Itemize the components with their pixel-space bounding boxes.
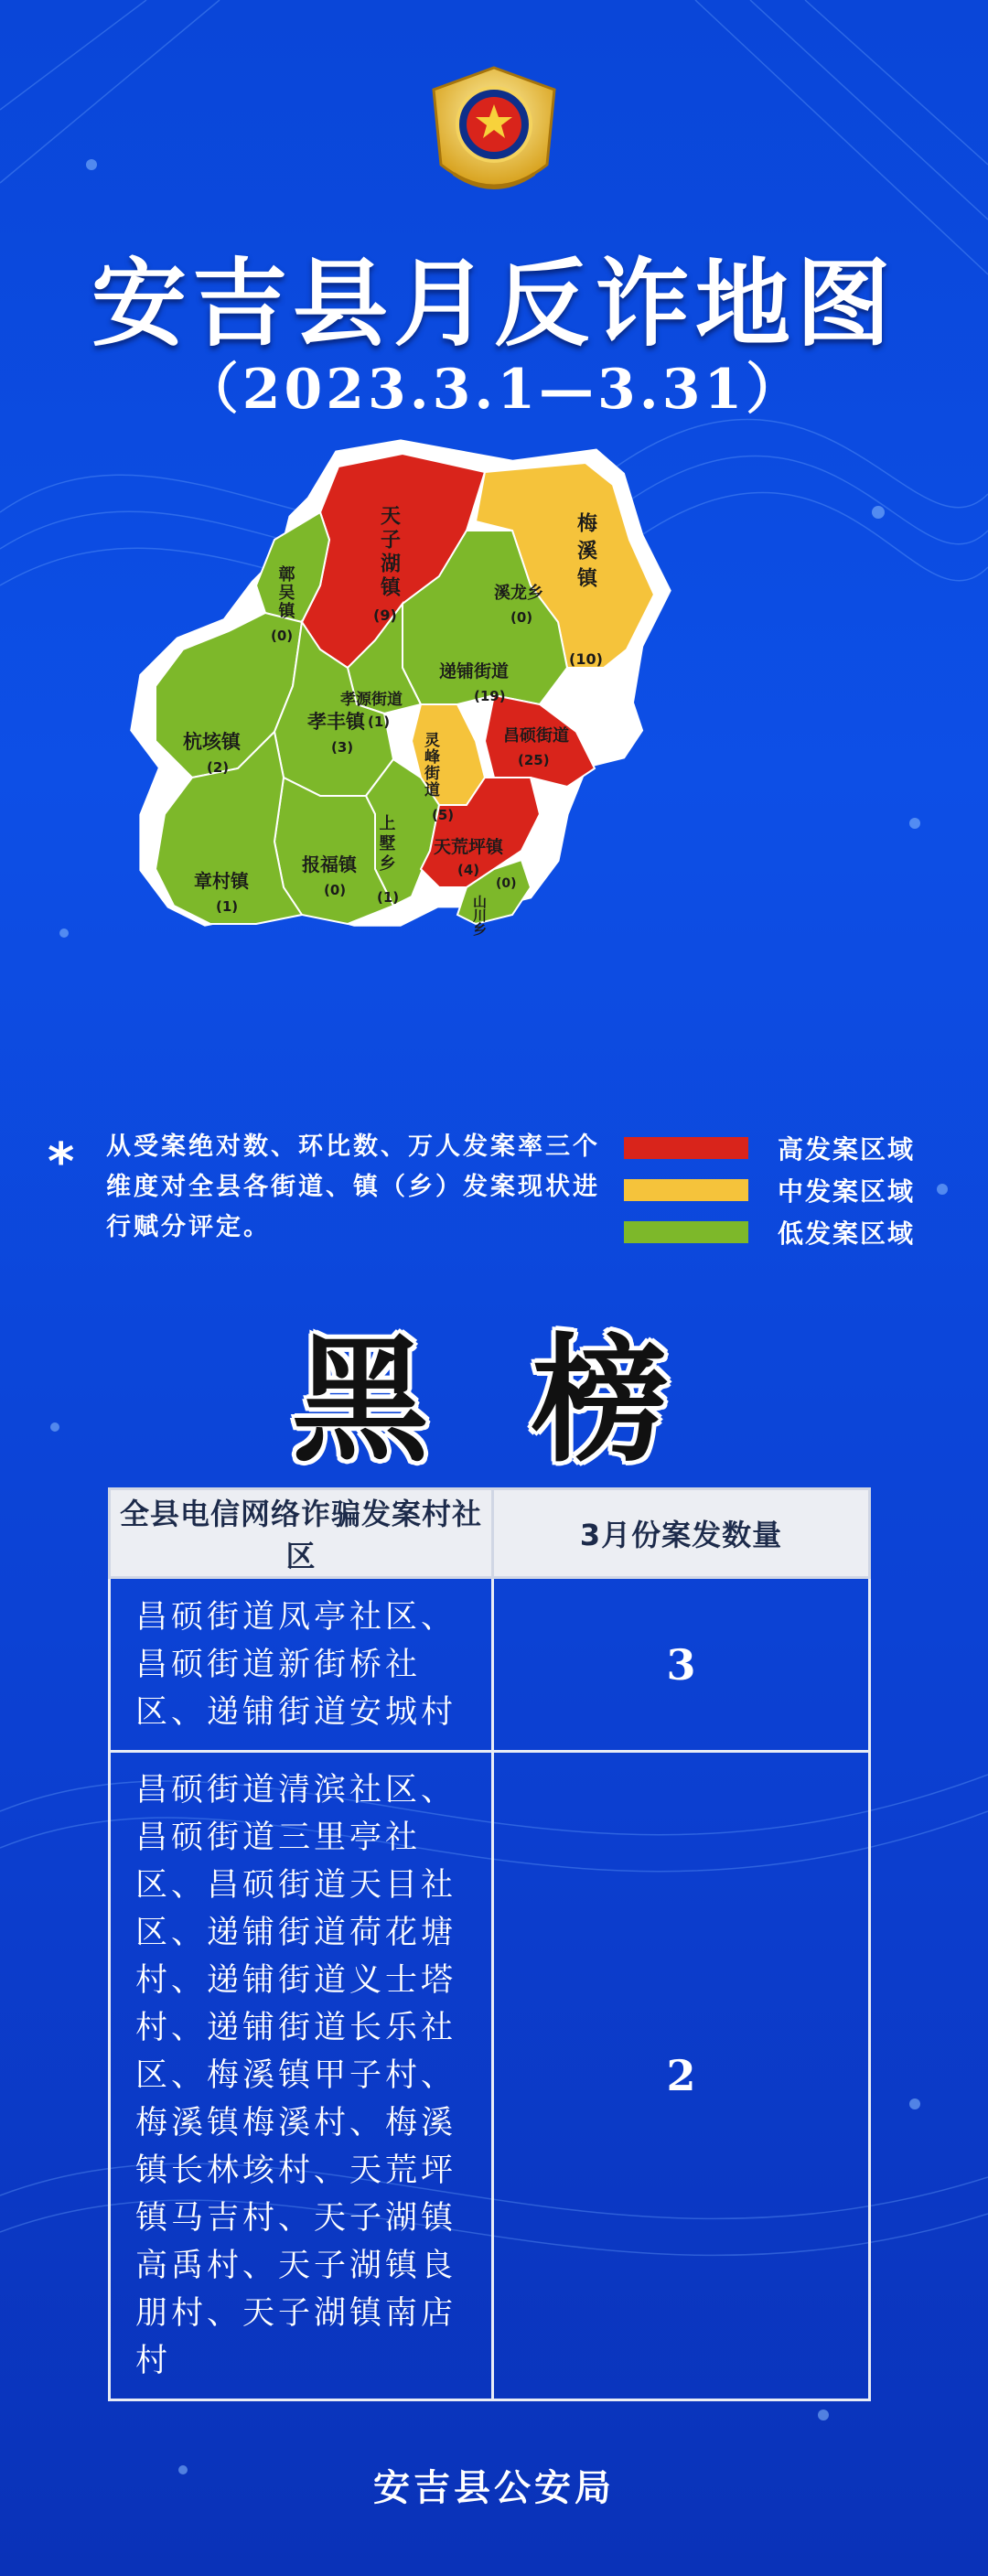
blacklist-title: 黑 榜 (291, 1322, 697, 1481)
region-meixi-label: 梅溪镇 (574, 512, 597, 595)
header-case-count: 3月份案发数量 (493, 1489, 870, 1578)
table-row (110, 1578, 870, 1752)
anji-county-fraud-map (128, 430, 878, 1107)
region-xiaoyuan-count: (1) (368, 714, 391, 730)
region-lingfeng-label: 灵峰街道 (421, 732, 439, 798)
legend-label-high: 高发案区域 (778, 1134, 916, 1165)
region-hanggai-count: (2) (207, 759, 230, 776)
region-xiaoyuan-label: 孝源街道 (340, 691, 403, 709)
region-hanggai-label: 杭垓镇 (183, 731, 241, 753)
region-zhangcun-count: (1) (216, 898, 239, 915)
communities-cell (110, 1752, 493, 2400)
legend-swatch-low (624, 1221, 748, 1243)
page-title: 安吉县月反诈地图 (91, 248, 897, 360)
region-xiaofeng-label: 孝丰镇 (307, 711, 365, 733)
region-changshuo-count: (25) (518, 752, 550, 768)
legend-item-medium (624, 1169, 972, 1211)
date-range: （2023.3.1—3.31） (183, 358, 805, 422)
region-changshuo-label: 昌硕街道 (503, 726, 569, 746)
map-legend (624, 1127, 972, 1253)
region-shanchuan-label: 山川乡 (471, 895, 488, 936)
communities-text: 昌硕街道凤亭社区、昌硕街道新街桥社区、递铺街道安城村 (135, 1598, 457, 1731)
region-lingfeng-count: (5) (432, 807, 455, 823)
table-header-row (110, 1489, 870, 1578)
police-emblem-icon (426, 64, 562, 210)
legend-item-low (624, 1211, 972, 1253)
legend-label-medium: 中发案区域 (778, 1176, 916, 1207)
legend-item-high (624, 1127, 972, 1169)
region-zhangcun-label: 章村镇 (194, 870, 249, 892)
communities-cell (110, 1578, 493, 1752)
legend-label-low: 低发案区域 (778, 1218, 916, 1249)
region-baofu-label: 报福镇 (302, 853, 357, 875)
region-tianhuangping-label: 天荒坪镇 (434, 837, 504, 857)
region-zhangwu-label: 鄣吴镇 (275, 565, 295, 620)
case-count-cell: 3 (493, 1578, 870, 1752)
region-shangshu-label: 上墅乡 (376, 814, 396, 875)
region-baofu-count: (0) (324, 882, 347, 898)
region-dipu-label: 递铺街道 (439, 661, 510, 682)
communities-text: 昌硕街道清滨社区、昌硕街道三里亭社区、昌硕街道天目社区、递铺街道荷花塘村、递铺街道义士塔村、递铺街道长乐社区、梅溪镇甲子村、梅溪镇梅溪村、梅溪镇长林垓村、天荒坪镇马吉村、天子湖镇高禹村、天子湖镇良朋村、天子湖镇南店村 (135, 1772, 457, 2379)
blacklist-table (108, 1487, 871, 2401)
region-xilong-label: 溪龙乡 (494, 584, 543, 603)
scoring-note: 从受案绝对数、环比数、万人发案率三个维度对全县各街道、镇（乡）发案现状进行赋分评定。 (106, 1132, 600, 1241)
region-zhangwu-count: (0) (271, 628, 294, 644)
region-dipu-count: (19) (474, 688, 506, 704)
case-count-cell: 2 (493, 1752, 870, 2400)
note-asterisk: * (48, 1132, 75, 1192)
region-tianzihu-count: (9) (373, 606, 397, 624)
region-shangshu-count: (1) (377, 889, 400, 906)
table-row (110, 1752, 870, 2400)
region-meixi-count: (10) (569, 650, 603, 668)
issuer-footer: 安吉县公安局 (373, 2467, 615, 2509)
legend-swatch-medium (624, 1179, 748, 1201)
legend-swatch-high (624, 1137, 748, 1159)
header-communities: 全县电信网络诈骗发案村社区 (110, 1489, 493, 1578)
region-xilong-count: (0) (510, 609, 533, 626)
region-tianzihu-label: 天子湖镇 (377, 505, 401, 600)
region-shanchuan-count: (0) (496, 876, 517, 891)
region-xiaofeng-count: (3) (331, 739, 354, 756)
region-tianhuangping-count: (4) (457, 862, 480, 878)
